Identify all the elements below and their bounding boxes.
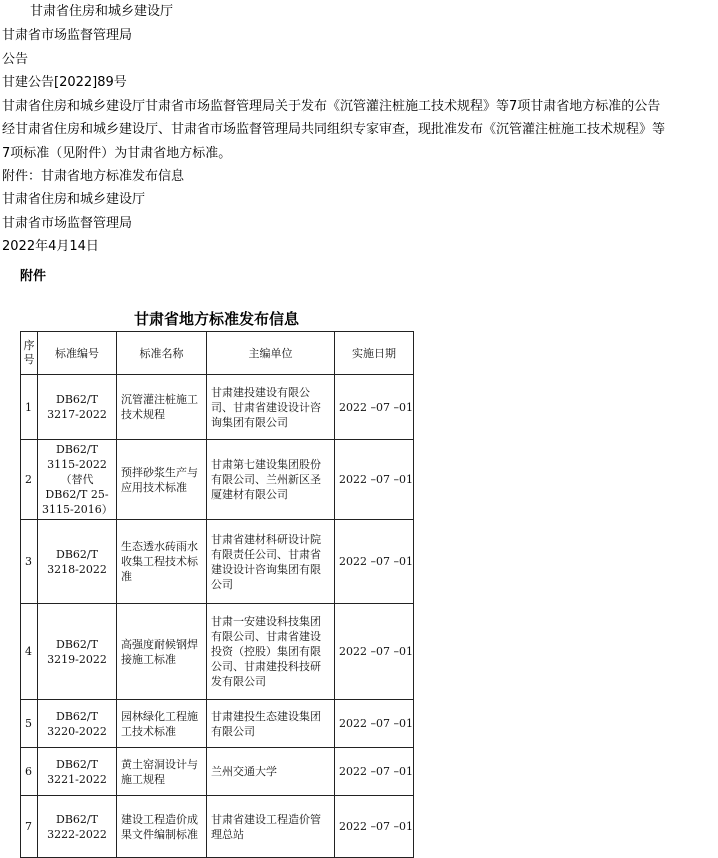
issuer-line-2: 甘肃省市场监督管理局: [2, 28, 133, 43]
notice-paragraph-line-1: 经甘肃省住房和城乡建设厅、甘肃省市场监督管理局共同组织专家审查，现批准发布《沉管灌注桩施工技术规程》等: [2, 122, 666, 137]
table-row: [21, 604, 414, 700]
header-name: 标准名称: [117, 332, 207, 375]
row-seq: 3: [21, 520, 38, 604]
row-name: 黄土窑洞设计与施工规程: [117, 748, 207, 796]
row-date: 2022 –07 –01: [335, 520, 414, 604]
row-code: DB62/T 3217-2022: [38, 375, 117, 440]
row-code: DB62/T 3220-2022: [38, 700, 117, 748]
row-code: DB62/T 3222-2022: [38, 796, 117, 858]
row-date: 2022 –07 –01: [335, 375, 414, 440]
notice-title: 甘肃省住房和城乡建设厅甘肃省市场监督管理局关于发布《沉管灌注桩施工技术规程》等7项甘肃省地方标准的公告: [2, 99, 661, 114]
notice-number: 甘建公告[2022]89号: [2, 75, 127, 90]
row-code: DB62/T 3115-2022（替代DB62/T 25-3115-2016）: [38, 440, 117, 520]
row-name: 建设工程造价成果文件编制标准: [117, 796, 207, 858]
row-org: 兰州交通大学: [207, 748, 335, 796]
table-title: 甘肃省地方标准发布信息: [133, 310, 299, 328]
table-header-row: [21, 332, 414, 375]
row-code: DB62/T 3219-2022: [38, 604, 117, 700]
attachment-note: 附件：甘肃省地方标准发布信息: [2, 169, 185, 184]
row-seq: 5: [21, 700, 38, 748]
row-date: 2022 –07 –01: [335, 700, 414, 748]
issuer-line-1: 甘肃省住房和城乡建设厅: [30, 4, 174, 19]
row-code: DB62/T 3221-2022: [38, 748, 117, 796]
row-org: 甘肃省建材科研设计院有限责任公司、甘肃省建设设计咨询集团有限公司: [207, 520, 335, 604]
row-name: 预拌砂浆生产与应用技术标准: [117, 440, 207, 520]
table-row: [21, 375, 414, 440]
row-seq: 2: [21, 440, 38, 520]
header-org: 主编单位: [207, 332, 335, 375]
row-name: 沉管灌注桩施工技术规程: [117, 375, 207, 440]
row-date: 2022 –07 –01: [335, 440, 414, 520]
notice-date: 2022年4月14日: [2, 239, 99, 254]
row-seq: 6: [21, 748, 38, 796]
row-date: 2022 –07 –01: [335, 604, 414, 700]
notice-paragraph-line-2: 7项标准（见附件）为甘肃省地方标准。: [2, 146, 232, 161]
table-row: [21, 796, 414, 858]
header-seq: 序号: [21, 332, 38, 375]
header-code: 标准编号: [38, 332, 117, 375]
row-seq: 7: [21, 796, 38, 858]
table-row: [21, 520, 414, 604]
row-org: 甘肃第七建设集团股份有限公司、兰州新区圣厦建材有限公司: [207, 440, 335, 520]
signature-issuer-1: 甘肃省住房和城乡建设厅: [2, 192, 146, 207]
row-name: 园林绿化工程施工技术标准: [117, 700, 207, 748]
row-name: 生态透水砖雨水收集工程技术标准: [117, 520, 207, 604]
row-code: DB62/T 3218-2022: [38, 520, 117, 604]
row-org: 甘肃一安建设科技集团有限公司、甘肃省建设投资（控股）集团有限公司、甘肃建投科技研发有限公司: [207, 604, 335, 700]
standards-table: [20, 331, 414, 858]
table-row: [21, 700, 414, 748]
table-row: [21, 440, 414, 520]
row-org: 甘肃省建设工程造价管理总站: [207, 796, 335, 858]
row-name: 高强度耐候钢焊接施工标准: [117, 604, 207, 700]
table-row: [21, 748, 414, 796]
notice-type: 公告: [2, 52, 29, 67]
header-date: 实施日期: [335, 332, 414, 375]
row-seq: 4: [21, 604, 38, 700]
row-org: 甘肃建投生态建设集团有限公司: [207, 700, 335, 748]
row-seq: 1: [21, 375, 38, 440]
row-org: 甘肃建投建设有限公司、甘肃省建设设计咨询集团有限公司: [207, 375, 335, 440]
row-date: 2022 –07 –01: [335, 796, 414, 858]
attachment-label: 附件: [20, 269, 47, 284]
signature-issuer-2: 甘肃省市场监督管理局: [2, 216, 133, 231]
row-date: 2022 –07 –01: [335, 748, 414, 796]
